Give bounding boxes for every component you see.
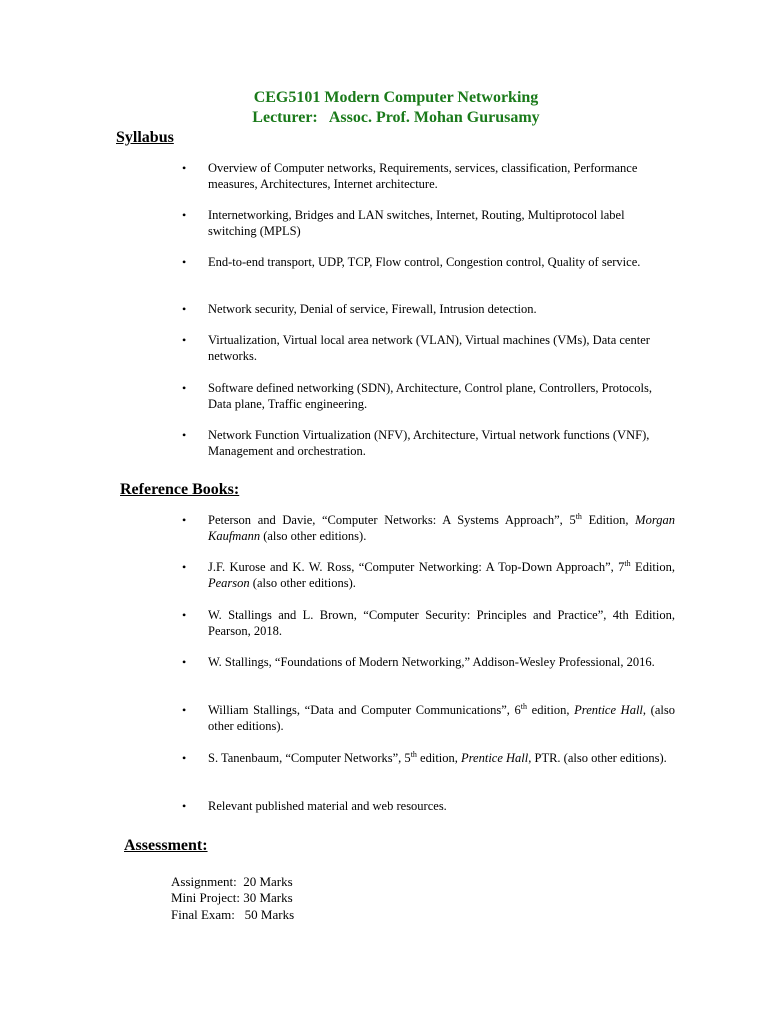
lecturer-line: Lecturer: Assoc. Prof. Mohan Gurusamy: [252, 109, 540, 126]
bullet-icon: •: [182, 751, 187, 765]
ref-text: Relevant published material and web resources.: [208, 799, 447, 813]
ref-text-end: (also other editions).: [249, 576, 356, 590]
assessment-line: Final Exam: 50 Marks: [171, 907, 295, 922]
assessment-line: Assignment: 20 Marks: [171, 874, 293, 889]
list-item: [182, 798, 675, 814]
ref-text: J.F. Kurose and K. W. Ross, “Computer Networking: A Top-Down Approach”, 7: [208, 560, 625, 574]
list-item: [182, 332, 675, 364]
bullet-icon: •: [182, 513, 187, 527]
ref-text-end: (also other editions).: [260, 529, 367, 543]
ref-text-mid: edition,: [416, 751, 462, 765]
ref-text: S. Tanenbaum, “Computer Networks”, 5: [208, 751, 411, 765]
ref-text-mid: Edition,: [581, 513, 636, 527]
list-item: [182, 160, 675, 192]
ref-text: Peterson and Davie, “Computer Networks: A Systems Approach”, 5: [208, 513, 576, 527]
bullet-icon: •: [182, 302, 187, 316]
list-item: [182, 750, 675, 766]
ref-text: W. Stallings and L. Brown, “Computer Security: Principles and Practice”, 4th Edition, Pearson, 2018.: [208, 608, 675, 638]
list-item-text: Network security, Denial of service, Firewall, Intrusion detection.: [208, 302, 537, 316]
list-item: [182, 380, 675, 412]
ref-publisher: Morgan Kaufmann: [208, 513, 675, 543]
ref-superscript: th: [520, 702, 527, 711]
list-item-text: Internetworking, Bridges and LAN switches, Internet, Routing, Multiprotocol label switching (MPLS): [208, 208, 625, 238]
list-item-text: End-to-end transport, UDP, TCP, Flow control, Congestion control, Quality of service.: [208, 255, 641, 269]
reference-books-heading: Reference Books:: [120, 481, 240, 498]
list-item: [182, 512, 675, 544]
list-item: [182, 301, 675, 317]
list-item-text: Overview of Computer networks, Requirements, services, classification, Performance measures, Architectures, Internet architecture.: [208, 161, 638, 191]
bullet-icon: •: [182, 655, 187, 669]
bullet-icon: •: [182, 381, 187, 395]
list-item-text: Network Function Virtualization (NFV), Architecture, Virtual network functions (VNF), Management and orchestration.: [208, 428, 650, 458]
assessment-line: Mini Project: 30 Marks: [171, 890, 293, 905]
ref-text-end: , PTR. (also other editions).: [528, 751, 667, 765]
bullet-icon: •: [182, 608, 187, 622]
list-item: [182, 607, 675, 639]
bullet-icon: •: [182, 161, 187, 175]
bullet-icon: •: [182, 703, 187, 717]
assessment-heading: Assessment:: [124, 837, 208, 854]
ref-publisher: Pearson: [208, 576, 250, 590]
ref-publisher: Prentice Hall: [461, 751, 529, 765]
ref-text: William Stallings, “Data and Computer Communications”, 6: [208, 703, 521, 717]
ref-superscript: th: [575, 512, 582, 521]
list-item: [182, 207, 675, 239]
bullet-icon: •: [182, 255, 187, 269]
list-item: [182, 559, 675, 591]
syllabus-heading: Syllabus: [116, 129, 174, 146]
ref-text: W. Stallings, “Foundations of Modern Networking,” Addison-Wesley Professional, 2016.: [208, 655, 655, 669]
ref-text-mid: edition,: [527, 703, 575, 717]
ref-publisher: Prentice Hall: [574, 703, 643, 717]
ref-text-mid: Edition,: [630, 560, 675, 574]
list-item-text: Software defined networking (SDN), Architecture, Control plane, Controllers, Protocols, Data plane, Traffic engineering.: [208, 381, 653, 411]
list-item: [182, 254, 675, 270]
bullet-icon: •: [182, 208, 187, 222]
bullet-icon: •: [182, 799, 187, 813]
bullet-icon: •: [182, 560, 187, 574]
ref-superscript: th: [410, 750, 417, 759]
list-item: [182, 427, 675, 459]
list-item: [182, 702, 675, 734]
ref-text-end: , (also other editions).: [208, 703, 675, 733]
bullet-icon: •: [182, 428, 187, 442]
course-title: CEG5101 Modern Computer Networking: [253, 89, 539, 106]
ref-superscript: th: [624, 559, 631, 568]
list-item: [182, 654, 675, 670]
bullet-icon: •: [182, 333, 187, 347]
list-item-text: Virtualization, Virtual local area network (VLAN), Virtual machines (VMs), Data center networks.: [208, 333, 650, 363]
